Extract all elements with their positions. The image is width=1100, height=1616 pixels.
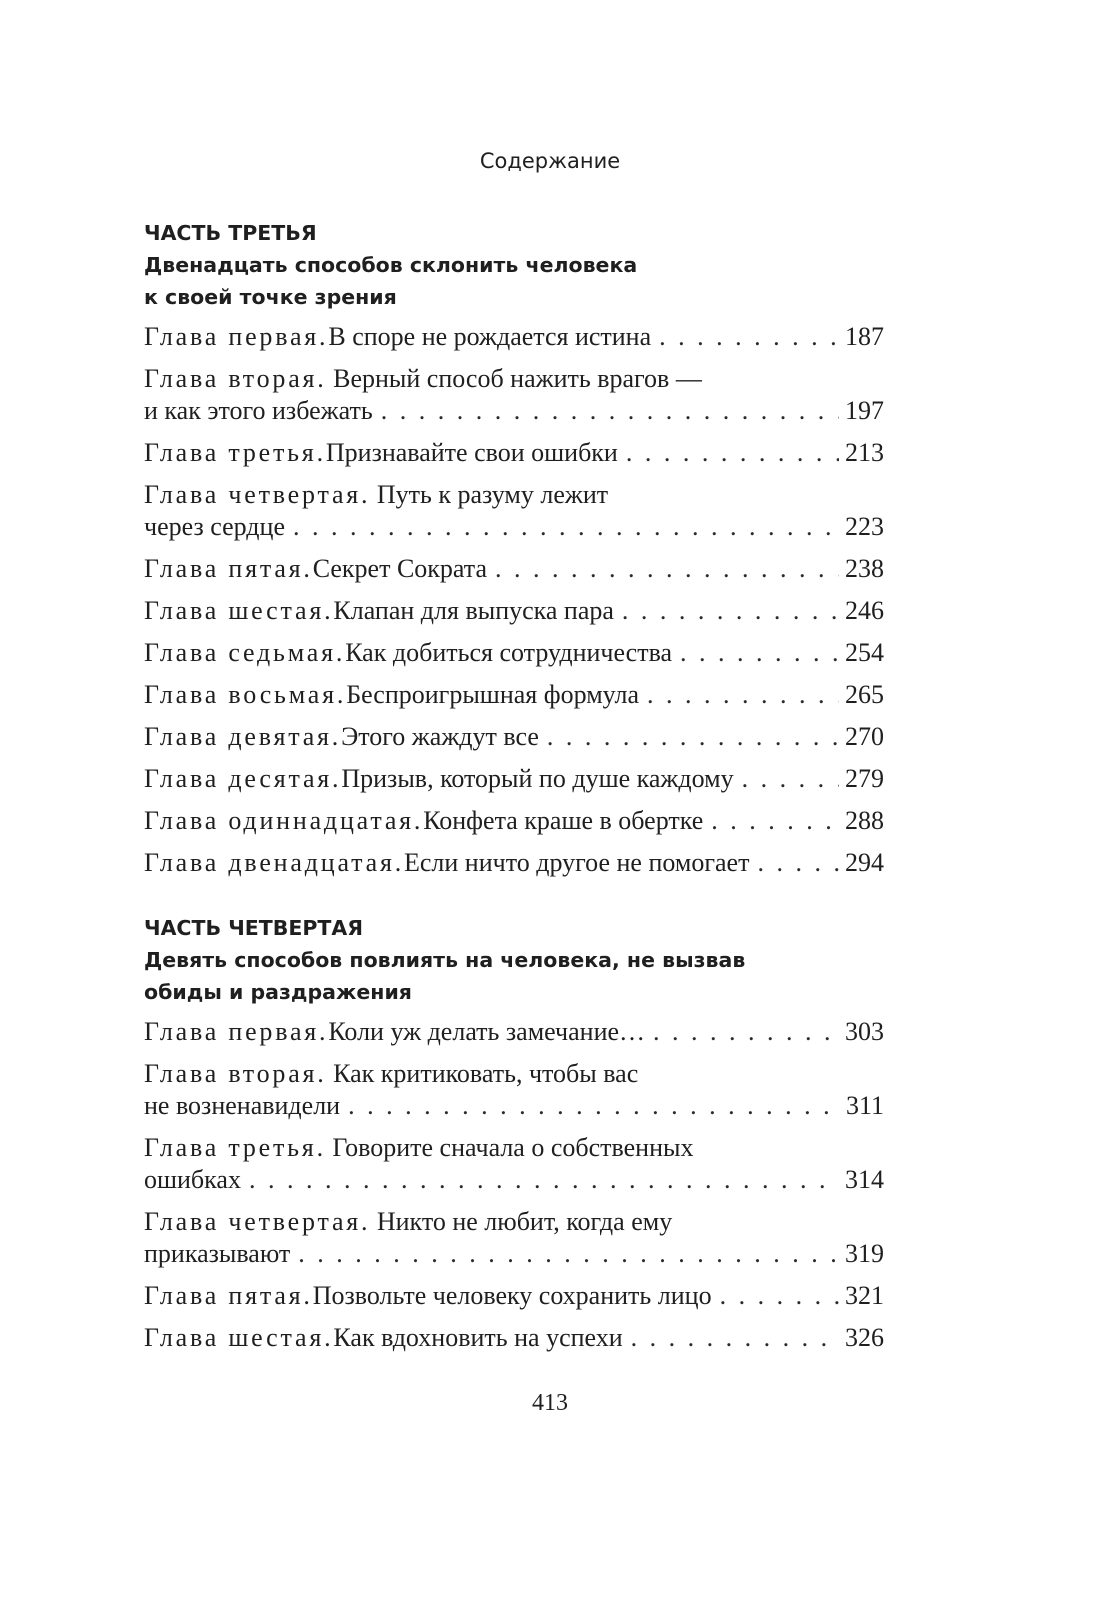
entry-line [144,1206,884,1238]
dot-leader [680,637,839,669]
dot-leader [720,1280,839,1312]
toc-entry [144,847,884,879]
entry-line [144,321,884,353]
toc-entry [144,679,884,711]
toc-entry [144,321,884,353]
entry-line [144,363,884,395]
chapter-label: Глава девятая. [144,722,342,751]
chapter-title-continued: приказывают [144,1239,291,1268]
chapter-title: Как вдохновить на успехи [333,1323,623,1352]
toc-entry [144,1132,884,1196]
chapter-title: Как добиться сотрудничества [345,638,673,667]
chapter-title: Призыв, который по душе каждому [341,764,734,793]
chapter-title: Секрет Сократа [312,554,488,583]
entry-line [144,637,884,669]
toc-entry [144,637,884,669]
part-title-line: Девять способов повлиять на человека, не вызвав [144,948,746,972]
page-ref: 279 [845,764,884,793]
chapter-title: Этого жаждут все [341,722,539,751]
entry-line [144,805,884,837]
dot-leader [653,1016,839,1048]
entry-line [144,595,884,627]
chapter-label: Глава одиннадцатая. [144,806,424,835]
chapter-label: Глава третья. [144,438,326,467]
chapter-title: Позвольте человеку сохранить лицо [312,1281,712,1310]
dot-leader [249,1164,839,1196]
toc-entry [144,595,884,627]
page-number: 413 [532,1390,568,1416]
page-ref: 265 [845,680,884,709]
page-ref: 197 [845,396,884,425]
chapter-label: Глава шестая. [144,596,334,625]
dot-leader [298,1238,839,1270]
chapter-title: Как критиковать, чтобы вас [333,1059,639,1088]
toc-entry [144,1280,884,1312]
part-four [144,912,884,1364]
part-label: ЧАСТЬ ЧЕТВЕРТАЯ [144,916,364,940]
entry-line [144,1090,884,1122]
entry-line [144,511,884,543]
toc-entry [144,1016,884,1048]
part-title-line: к своей точке зрения [144,285,397,309]
page-ref: 321 [845,1281,884,1310]
chapter-title-continued: не возненавидели [144,1091,341,1120]
dot-leader [631,1322,839,1354]
toc-entry [144,553,884,585]
chapter-label: Глава четвертая. [144,480,371,509]
chapter-label: Глава третья. [144,1133,326,1162]
toc-entry [144,721,884,753]
entry-line [144,553,884,585]
entry-line [144,437,884,469]
dot-leader [711,805,839,837]
page-ref: 303 [845,1017,884,1046]
toc-entry [144,1058,884,1122]
page-ref: 213 [845,438,884,467]
page-ref: 223 [845,512,884,541]
chapter-label: Глава первая. [144,322,329,351]
page-ref: 238 [845,554,884,583]
page-ref: 314 [845,1165,884,1194]
chapter-title-continued: ошибках [144,1165,241,1194]
entry-line [144,1164,884,1196]
dot-leader [622,595,839,627]
entry-line [144,395,884,427]
dot-leader [348,1090,840,1122]
chapter-label: Глава двенадцатая. [144,848,404,877]
chapter-label: Глава седьмая. [144,638,346,667]
chapter-title: Конфета краше в обертке [423,806,704,835]
dot-leader [757,847,839,879]
chapter-title: Признавайте свои ошибки [325,438,618,467]
page-ref: 294 [845,848,884,877]
chapter-title: В споре не рождается истина [328,322,652,351]
entry-line [144,1280,884,1312]
page-ref: 187 [845,322,884,351]
dot-leader [647,679,839,711]
toc-entry [144,1322,884,1354]
entry-line [144,1238,884,1270]
part-label: ЧАСТЬ ТРЕТЬЯ [144,221,317,245]
entry-line [144,479,884,511]
entry-line [144,1058,884,1090]
toc-entry [144,479,884,543]
entry-line [144,763,884,795]
toc-entries [144,1016,884,1354]
page-ref: 270 [845,722,884,751]
entry-line [144,679,884,711]
page-ref: 326 [845,1323,884,1352]
chapter-label: Глава пятая. [144,554,313,583]
dot-leader [293,511,839,543]
dot-leader [742,763,839,795]
chapter-label: Глава шестая. [144,1323,334,1352]
chapter-title: Верный способ нажить врагов — [333,364,702,393]
toc-entry [144,437,884,469]
toc-entry [144,363,884,427]
dot-leader [381,395,839,427]
chapter-title: Беспроигрышная формула [346,680,640,709]
chapter-label: Глава восьмая. [144,680,347,709]
page-ref: 311 [845,1091,884,1120]
entry-line [144,1322,884,1354]
chapter-label: Глава вторая. [144,1059,327,1088]
entry-line [144,847,884,879]
chapter-title: Клапан для выпуска пара [333,596,614,625]
dot-leader [495,553,839,585]
page-ref: 246 [845,596,884,625]
dot-leader [626,437,839,469]
toc-entry [144,1206,884,1270]
chapter-label: Глава первая. [144,1017,329,1046]
chapter-title: Никто не любит, когда ему [376,1207,673,1236]
page-ref: 254 [845,638,884,667]
chapter-label: Глава десятая. [144,764,342,793]
part-title-line: обиды и раздражения [144,980,412,1004]
page-ref: 319 [845,1239,884,1268]
contents-heading: Содержание [479,149,621,173]
chapter-title-continued: и как этого избежать [144,396,373,425]
entry-line [144,1132,884,1164]
entry-line [144,1016,884,1048]
chapter-title: Говорите сначала о собственных [332,1133,694,1162]
chapter-title: Коли уж делать замечание… [328,1017,646,1046]
dot-leader [659,321,839,353]
chapter-title: Если ничто другое не помогает [404,848,750,877]
chapter-title: Путь к разуму лежит [376,480,609,509]
part-title-line: Двенадцать способов склонить человека [144,253,638,277]
entry-line [144,721,884,753]
chapter-label: Глава четвертая. [144,1207,371,1236]
toc-entries [144,321,884,879]
dot-leader [547,721,839,753]
toc-entry [144,763,884,795]
page-ref: 288 [845,806,884,835]
chapter-label: Глава пятая. [144,1281,313,1310]
toc-entry [144,805,884,837]
chapter-title-continued: через сердце [144,512,285,541]
part-three [144,217,884,889]
chapter-label: Глава вторая. [144,364,327,393]
